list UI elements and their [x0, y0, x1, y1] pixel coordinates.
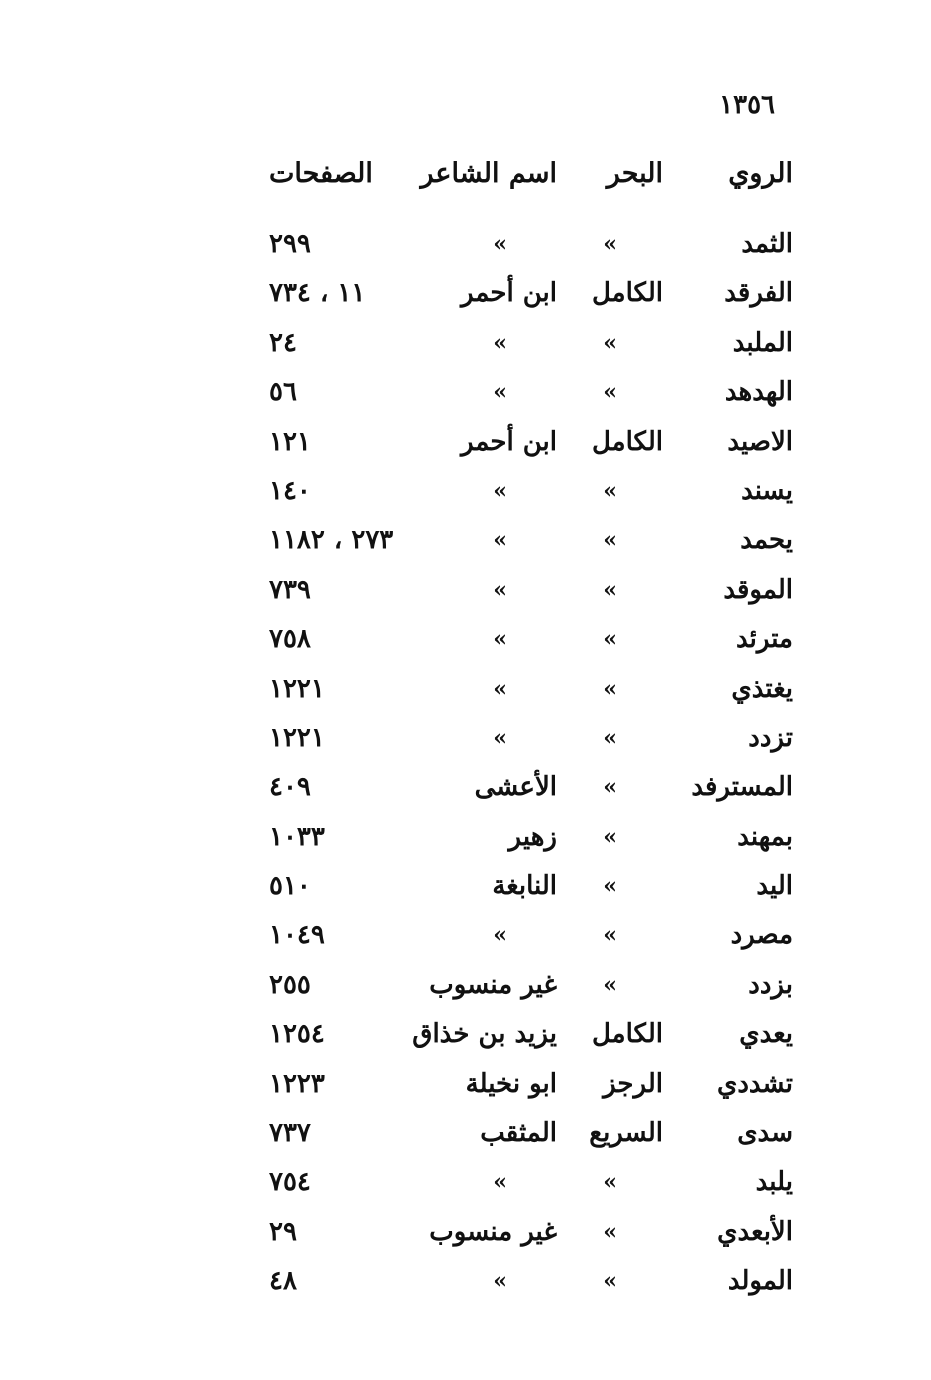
cell-pages: ١١ ، ٧٣٤ — [269, 278, 366, 309]
cell-rawi: الأبعدي — [717, 1216, 793, 1247]
cell-bahr: » — [603, 329, 617, 356]
cell-pages: ٢٤ — [269, 327, 297, 358]
table-row — [93, 1012, 793, 1061]
cell-pages: ١٢٥٤ — [269, 1019, 325, 1050]
cell-bahr: » — [603, 231, 617, 257]
cell-rawi: المولد — [727, 1266, 793, 1297]
cell-bahr: الرجز — [603, 1068, 663, 1099]
cell-poet: » — [493, 477, 507, 504]
table-row — [93, 370, 793, 419]
cell-rawi: الاصيد — [727, 426, 793, 457]
cell-pages: ٥١٠ — [269, 871, 311, 902]
cell-pages: ١٢١ — [269, 426, 311, 457]
cell-poet: » — [493, 626, 507, 653]
cell-poet: ابو نخيلة — [465, 1068, 557, 1099]
table-row — [93, 568, 793, 617]
table-row — [93, 222, 793, 271]
cell-rawi: تزدد — [748, 722, 793, 753]
cell-rawi: يغتذي — [731, 673, 793, 704]
cell-rawi: تشددي — [716, 1068, 793, 1099]
cell-poet: » — [493, 724, 507, 751]
cell-poet: » — [493, 379, 507, 406]
cell-poet: » — [493, 329, 507, 356]
cell-rawi: يعدي — [739, 1019, 793, 1050]
cell-pages: ١٠٣٣ — [269, 821, 325, 852]
cell-pages: ٧٥٤ — [269, 1167, 311, 1198]
cell-poet: » — [493, 1169, 507, 1196]
cell-rawi: اليد — [756, 871, 793, 902]
cell-poet: » — [493, 576, 507, 603]
table-row — [93, 815, 793, 864]
cell-bahr: » — [603, 477, 617, 504]
cell-rawi: يلبد — [755, 1167, 793, 1198]
cell-poet: غير منسوب — [429, 1216, 557, 1247]
cell-rawi: مصرد — [730, 920, 793, 951]
table-row — [93, 765, 793, 814]
cell-bahr: الكامل — [591, 1019, 663, 1050]
table-row — [93, 716, 793, 765]
table-row — [93, 1259, 793, 1308]
cell-poet: » — [493, 922, 507, 949]
cell-bahr: » — [603, 675, 617, 702]
cell-rawi: المسترفد — [691, 772, 793, 803]
cell-rawi: يسند — [741, 475, 793, 506]
table-row — [93, 963, 793, 1012]
table-row — [93, 864, 793, 913]
table-row — [93, 1210, 793, 1259]
cell-pages: ٢٩٩ — [269, 229, 311, 259]
cell-bahr: » — [603, 724, 617, 751]
cell-rawi: الهدهد — [724, 377, 793, 408]
cell-bahr: الكامل — [591, 426, 663, 457]
header-bahr: البحر — [606, 158, 663, 189]
cell-poet: » — [493, 231, 507, 257]
cell-rawi: بزدد — [748, 969, 793, 1000]
cell-bahr: » — [603, 527, 617, 554]
cell-poet: زهير — [508, 821, 557, 852]
table-header — [93, 152, 793, 202]
cell-poet: » — [493, 1268, 507, 1295]
cell-poet: يزيد بن خذاق — [412, 1019, 557, 1050]
cell-poet: الأعشى — [474, 772, 557, 803]
cell-pages: ١٤٠ — [269, 475, 311, 506]
table-row — [93, 1111, 793, 1160]
cell-poet: » — [493, 527, 507, 554]
table-row — [93, 420, 793, 469]
cell-rawi: الموقد — [723, 574, 793, 605]
cell-rawi: الفرقد — [724, 278, 793, 309]
cell-rawi: الملبد — [732, 327, 793, 358]
table-row — [93, 1160, 793, 1209]
cell-pages: ٤٠٩ — [269, 772, 311, 803]
cell-bahr: الكامل — [591, 278, 663, 309]
cell-bahr: السريع — [589, 1118, 663, 1149]
cell-pages: ١٢٢٣ — [269, 1068, 325, 1099]
cell-bahr: » — [603, 873, 617, 900]
cell-poet: النابغة — [492, 871, 557, 902]
cell-bahr: » — [603, 379, 617, 406]
cell-pages: ٧٥٨ — [269, 624, 311, 655]
cell-pages: ١٢٢١ — [269, 673, 325, 704]
header-pages: الصفحات — [269, 158, 373, 189]
cell-pages: ٤٨ — [269, 1266, 297, 1297]
table-row — [93, 518, 793, 567]
index-table — [93, 222, 793, 1309]
cell-bahr: » — [603, 1169, 617, 1196]
cell-rawi: بمهند — [737, 821, 793, 852]
table-row — [93, 271, 793, 320]
cell-bahr: » — [603, 1218, 617, 1245]
cell-rawi: يحمد — [740, 525, 793, 556]
table-row — [93, 667, 793, 716]
cell-poet: غير منسوب — [429, 969, 557, 1000]
cell-bahr: » — [603, 576, 617, 603]
header-rawi: الروي — [728, 158, 793, 189]
cell-pages: ٢٥٥ — [269, 969, 311, 1000]
table-row — [93, 321, 793, 370]
cell-pages: ١٠٤٩ — [269, 920, 325, 951]
cell-poet: ابن أحمر — [461, 278, 557, 309]
header-poet: اسم الشاعر — [420, 158, 557, 189]
cell-bahr: » — [603, 774, 617, 801]
cell-bahr: » — [603, 1268, 617, 1295]
table-row — [93, 1062, 793, 1111]
cell-bahr: » — [603, 922, 617, 949]
cell-rawi: الثمد — [741, 229, 793, 259]
page-number: ١٣٥٦ — [719, 90, 775, 120]
table-row — [93, 617, 793, 666]
cell-bahr: » — [603, 626, 617, 653]
cell-pages: ٢٧٣ ، ١١٨٢ — [269, 525, 394, 556]
table-row — [93, 469, 793, 518]
cell-poet: ابن أحمر — [461, 426, 557, 457]
cell-poet: المثقب — [480, 1118, 557, 1149]
cell-rawi: سدى — [737, 1118, 793, 1149]
cell-rawi: مترئد — [735, 624, 793, 655]
cell-poet: » — [493, 675, 507, 702]
cell-pages: ٧٣٩ — [269, 574, 311, 605]
cell-bahr: » — [603, 823, 617, 850]
cell-pages: ١٢٢١ — [269, 722, 325, 753]
cell-pages: ٥٦ — [269, 377, 297, 408]
cell-bahr: » — [603, 971, 617, 998]
table-row — [93, 913, 793, 962]
cell-pages: ٢٩ — [269, 1216, 297, 1247]
cell-pages: ٧٣٧ — [269, 1118, 311, 1149]
